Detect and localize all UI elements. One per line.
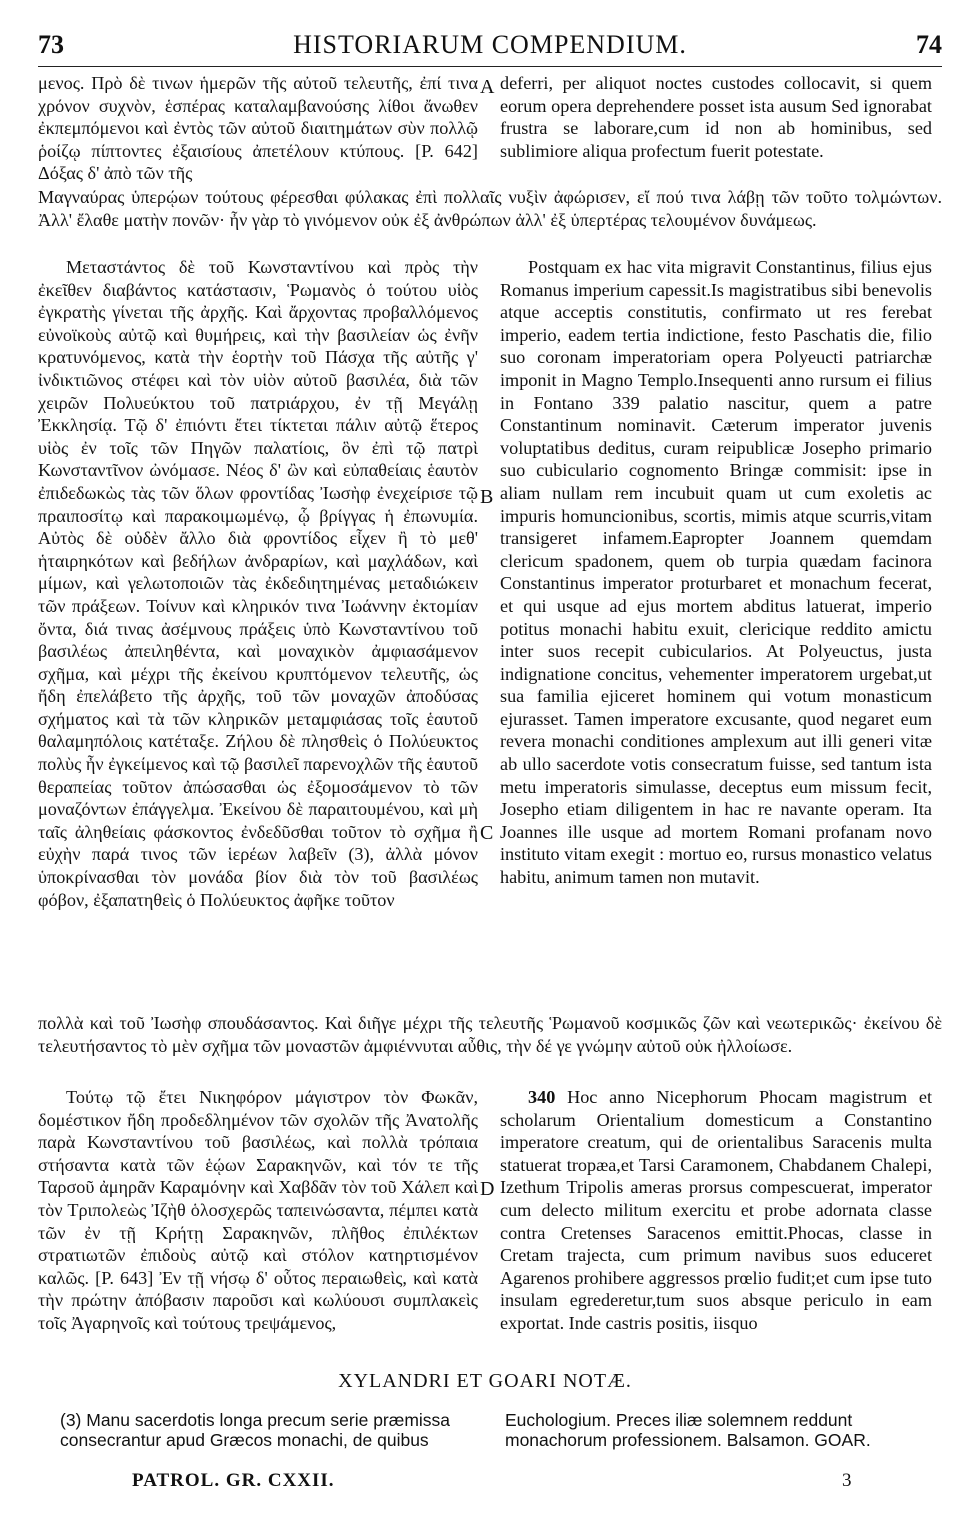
page-number-right: 74 <box>916 30 942 59</box>
latin-paragraph: Postquam ex hac vita migravit Constantinus, filius ejus Romanus imperium capessit.Is magistratibus sibi benevolis atque acceptis constitutis, confirmato ut res ferebat imperio, eadem tertia indictione, festo Paschatis die, filio suo coronam imperatoriam opera Polyeucti patriarchæ imponit in Magno Templo.Insequenti anno rursum ei filius in Fontano 339 palatio nascitur, quem a patre Constantinum nominavit. Cæterum imperator juvenis voluptatibus deditus, curam reipublicæ Josepho primario suo cubiculario cognomento Bringæ commisit: ipse in aliam nullam rem incubuit quam ut cum exoletis ac impuris homuncionibus, scortis, mimis atque scurris,vitam transigeret infamem.Eapropter Joannem quemdam clericum spadonem, quem ob turpia quædam facinora Constantinus imperator proturbaret et monachum fecerat, et qui usque ad ejus mortem abditus latuerat, imperio potitus monachi habitu exuit, clericique reddito amictu inter suos recepit cubicularios. At Polyeuctus, justa indignatione concitus, vehementer imperatorem urgebat,ut sua familia ejiceret hominem qui votum monasticum ejurasset. Tamen imperatore excusante, quod negaret eum revera monachi conditiones amplexum aut illi generi vitæ ab ullo sacerdote votis consecratum fuisse, sed tantum ista metu imperatoris simulasse, deceptus eum missum fecit, Josepho etiam diligentem in hac re navante operam. Ita Joannes ille usque ad mortem Romani profanam novo instituto vitam exegit : mortuo eo, rursus monastico velatus habitu, animum tamen non mutavit. <box>500 257 932 888</box>
latin-text: Hoc anno Nicephorum Phocam magistrum et scholarum Orientalium domesticum a Constantino imperatore creatum, qui de orientalibus Saracenis multa statuerat tropæa,et Tarsi Caramonem, Chabdanem Chalepi, Izethum Tripolis ameras prorsus compescuerat, imperator cum delecto militum exercitu et probe adornata classe contra Cretenses Saracenos emittit.Phocas, classe in Cretam trajecta, cum primum navibus suos educeret Agarenos prohibere aggressos prœlio fudit;et cum ipse tuto insulam egrederetur,tum suos absque periculo in eam exportat. Inde castris positis, iisquo <box>500 1087 932 1333</box>
latin-paragraph: deferri, per aliquot noctes custodes collocavit, si quem eorum opera deprehendere posset ista ausum Sed ignorabat frustra se laborare,cum id non ab hominibus, sed sublimiore aliqua profectum fuerit potestate. <box>500 73 932 161</box>
greek-paragraph: πολλὰ καὶ τοῦ Ἰωσὴφ σπουδάσαντος. Καὶ διῆγε μέχρι τῆς τελευτῆς Ῥωμανοῦ κοσμικῶς ζῶν καὶ νεωτερικῶς· ἐκείνου δὲ τελευτήσαντος τὸ μὲν σχῆμα τῶν μοναστῶν ἀμφιέννυται αὖθις, τὴν δέ γε γνώμην αὐτοῦ οὐκ ἠλλοίωσε. <box>38 1013 942 1056</box>
greek-column-top <box>38 72 478 185</box>
page-number-left: 73 <box>38 30 64 59</box>
paragraph-number: 340 <box>528 1087 556 1107</box>
greek-paragraph: Μεταστάντος δὲ τοῦ Κωνσταντίνου καὶ πρὸς τὴν ἐκεῖθεν διαβάντος κατάστασιν, Ῥωμανὸς ὁ τούτου υἱὸς ἐγκρατὴς γίνεται τῆς ἀρχῆς. Καὶ ἄρχοντας προβαλλόμενος εὐνοϊκοὺς αὐτῷ καὶ θυμήρεις, καὶ τὴν βασιλείαν ὡς ἐνῆν κρατυνόμενος, κατὰ τὴν ἑορτὴν τοῦ Πάσχα τῆς αὐτῆς γ' ἰνδικτιῶνος στέφει καὶ τὸν υἱὸν αὐτοῦ βασιλέα, διὰ τῶν χειρῶν Πολυεύκτου τοῦ πατριάρχου, ἐν τῇ Μεγάλῃ Ἐκκλησίᾳ. Τῷ δ' ἐπιόντι ἔτει τίκτεται πάλιν αὐτῷ ἕτερος υἱὸς ἐν τοῖς τῶν Πηγῶν παλατίοις, ὃν ἐπὶ τῷ πατρὶ Κωνσταντῖνον ὠνόμασε. Νέος δ' ὢν καὶ εὐπαθείαις ἑαυτὸν ἐπιδεδωκὼς τὰς τῶν ὅλων φροντίδας Ἰωσὴφ ἐνεχείρισε τῷ πραιποσίτῳ καὶ παρακοιμωμένῳ, ᾧ βρίγγας ἡ ἐπωνυμία. Αὐτὸς δὲ οὐδὲν ἄλλο διὰ φροντίδος εἶχεν ἢ τὸ μεθ' ἡταιρηκότων καὶ βεδήλων ἀνδραρίων, καὶ μαχλάδων, καὶ μίμων, καὶ γελωτοποιῶν τὰς ἐκδεδιητημένας μεταδιώκειν τῶν πράξεων. Τοίνυν καὶ κληρικόν τινα Ἰωάννην ἐκτομίαν ὄντα, διά τινας ἀσέμνους πράξεις ὑπὸ Κωνσταντίνου τοῦ βασιλέως ἀπειληθέντα, καὶ μοναχικὸν ἀμφιασάμενον σχῆμα, καὶ μέχρι τῆς ἐκείνου κρυπτόμενον τελευτῆς, ὡς ἤδη ἐπελάβετο τῆς ἀρχῆς, τοῦ τῶν μοναχῶν ἀποδύσας σχήματος καὶ τὰ τῶν κληρικῶν μεταμφιάσας τοῖς ἑαυτοῦ θαλαμηπόλοις κατέταξε. Ζήλου δὲ πλησθεὶς ὁ Πολύευκτος πολὺς ἦν ἐγκείμενος καὶ τῷ βασιλεῖ παρενοχλῶν τῆς ἑαυτοῦ θεραπείας τοῦτον ἀπώσασθαι ὡς ἐξομοσάμενον τὸ τῶν μοναζόντων ἐπάγγελμα. Ἐκείνου δὲ παραιτουμένου, καὶ μὴ ταῖς ἀληθείαις φάσκοντος ἐνδεδῦσθαι τοῦτον τὸ σχῆμα ἢ εὐχὴν παρά τινος τῶν ἱερέων λαβεῖν (3), ἀλλὰ μόνον ὑποκρίνασθαι τὸν μονάδα βίον διὰ τὸν τοῦ βασιλέως φόβον, ἐξαπατηθεὶς ὁ Πολύευκτος ἀφῆκε τοῦτον <box>38 257 478 910</box>
margin-letter-d: D <box>480 1178 495 1200</box>
latin-column-bottom <box>500 1086 932 1335</box>
margin-letter-a: A <box>480 76 495 98</box>
greek-paragraph: Τούτῳ τῷ ἔτει Νικηφόρον μάγιστρον τὸν Φωκᾶν, δομέστικον ἤδη προδεδλημένον τῶν σχολῶν τῆς Ἀνατολῆς παρὰ Κωνσταντίνου τοῦ βασιλέως, καὶ πολλὰ τρόπαια στήσαντα κατὰ τῶν ἑῴων Σαρακηνῶν, καὶ τόν τε τῆς Ταρσοῦ ἀμηρᾶν Καραμόνην καὶ Χαβδᾶν τὸν τοῦ Χάλεπ καὶ τὸν Τριπολεὼς Ἰζὴθ ὁλοσχερῶς ταπεινώσαντα, πέμπει κατὰ τῶν ἐν τῇ Κρήτῃ Σαρακηνῶν, πλῆθος ἐπιλέκτων στρατιωτῶν ἐπιδοὺς αὐτῷ καὶ στόλον κατηρτισμένον καλῶς. [P. 643] Ἐν τῇ νήσῳ δ' οὗτος περαιωθεὶς, καὶ κατὰ τὴν πρώτην ἀπόβασιν παροῦσι καὶ κωλύουσι συμπλακεὶς τοῖς Ἀγαρηνοῖς καὶ τούτους τρεψάμενος, <box>38 1087 478 1333</box>
latin-paragraph <box>500 1086 932 1335</box>
greek-fullwidth-1 <box>38 186 942 231</box>
greek-column-middle <box>38 256 478 911</box>
greek-paragraph: Μαγναύρας ὑπερῴων τούτους φέρεσθαι φύλακας ἐπὶ πολλαῖς νυξὶν ἀφώρισεν, εἴ πού τινα λάβῃ τῶν τοῦτο τολμώντων. Ἀλλ' ἔλαθε ματὴν πονῶν· ἦν γὰρ τὸ γινόμενον οὐκ ἐξ ἀνθρώπων ἀλλ' ἐξ ὑπερτέρας τελουμένον δυνάμεως. <box>38 187 942 230</box>
margin-letter-c: C <box>480 822 494 844</box>
greek-column-bottom <box>38 1086 478 1335</box>
note-right: Euchologium. Preces iliæ solemnem reddunt monachorum professionem. Balsamon. GOAR. <box>505 1410 871 1450</box>
notes-title: XYLANDRI ET GOARI NOTÆ. <box>338 1370 632 1392</box>
footer-signature: PATROL. GR. CXXII. <box>132 1470 335 1491</box>
latin-column-middle <box>500 256 932 889</box>
margin-letter-b: B <box>480 486 494 508</box>
greek-fullwidth-2 <box>38 1012 942 1057</box>
latin-column-top <box>500 72 932 162</box>
greek-paragraph: μενος. Πρὸ δὲ τινων ἡμερῶν τῆς αὐτοῦ τελευτῆς, ἐπί τινα χρόνον συχνὸν, ἑσπέρας καταλαμβανούσης λίθοι ἄνωθεν ἐκπεμπόμενοι καὶ ἐντὸς τῶν αὐτοῦ διαιτημάτων σὺν πολλῷ ῥοίζῳ πίπτοντες ἐξαισίους ἀπετέλουν κτύπους. [P. 642] Δόξας δ' ἀπὸ τῶν τῆς <box>38 73 478 184</box>
footer-sheet-number: 3 <box>842 1470 852 1491</box>
header-rule <box>38 66 942 67</box>
running-header <box>38 30 942 70</box>
note-left: (3) Manu sacerdotis longa precum serie præmissa consecrantur apud Græcos monachi, de quibus <box>60 1410 451 1450</box>
running-title: HISTORIARUM COMPENDIUM. <box>293 30 687 59</box>
